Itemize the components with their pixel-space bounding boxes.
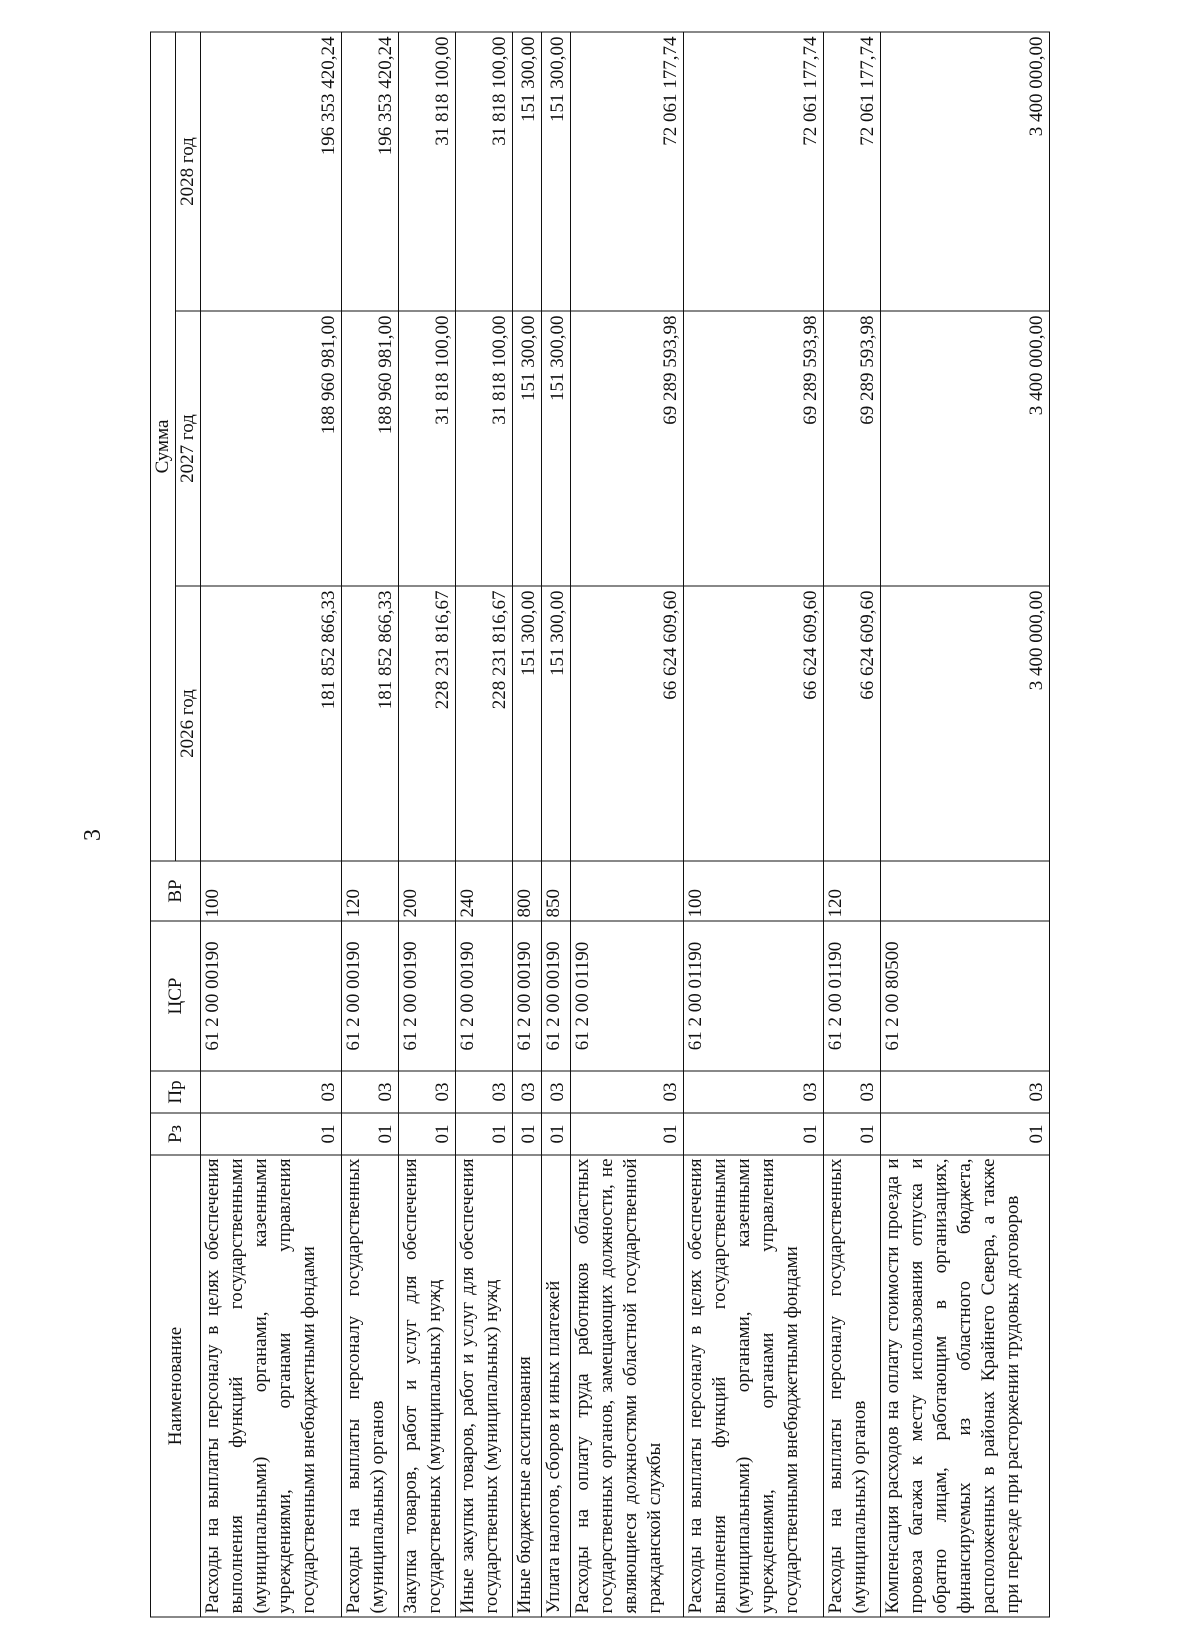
row-sum-2026: 151 300,00 — [541, 586, 570, 861]
row-rz: 01 — [824, 1113, 881, 1155]
row-pr: 03 — [512, 1071, 541, 1113]
row-sum-2026: 66 624 609,60 — [683, 586, 824, 861]
row-sum-2026: 66 624 609,60 — [824, 586, 881, 861]
header-2027: 2027 год — [176, 311, 201, 586]
row-rz: 01 — [570, 1113, 683, 1155]
row-sum-2027: 31 818 100,00 — [455, 311, 512, 586]
row-vr — [570, 861, 683, 921]
row-pr: 03 — [683, 1071, 824, 1113]
row-sum-2027: 151 300,00 — [541, 311, 570, 586]
row-name: Иные бюджетные ассигнования — [512, 1155, 541, 1617]
row-sum-2028: 196 353 420,24 — [201, 32, 342, 311]
row-name: Расходы на оплату труда работников областных государственных органов, замещающих должности, не являющиеся должностями областной государственной гражданской службы — [570, 1155, 683, 1617]
row-name: Расходы на выплаты персоналу в целях обеспечения выполнения функций государственными (муниципальными) органами, казенными учреждениями, органами управления государственными внебюджетными фондами — [201, 1155, 342, 1617]
row-pr: 03 — [541, 1071, 570, 1113]
table-row — [881, 32, 1050, 1617]
table-row — [541, 32, 570, 1617]
row-sum-2026: 151 300,00 — [512, 586, 541, 861]
row-rz: 01 — [341, 1113, 398, 1155]
row-sum-2027: 151 300,00 — [512, 311, 541, 586]
row-pr: 03 — [341, 1071, 398, 1113]
header-vr: ВР — [151, 861, 201, 921]
table-row — [398, 32, 455, 1617]
row-vr: 100 — [201, 861, 342, 921]
row-sum-2026: 181 852 866,33 — [201, 586, 342, 861]
row-csr: 61 2 00 00190 — [455, 921, 512, 1071]
table-row — [455, 32, 512, 1617]
row-csr: 61 2 00 00190 — [201, 921, 342, 1071]
row-sum-2027: 69 289 593,98 — [683, 311, 824, 586]
header-csr: ЦСР — [151, 921, 201, 1071]
row-csr: 61 2 00 80500 — [881, 921, 1050, 1071]
row-vr: 240 — [455, 861, 512, 921]
row-sum-2028: 31 818 100,00 — [455, 32, 512, 311]
table-body — [201, 32, 1050, 1617]
row-rz: 01 — [881, 1113, 1050, 1155]
row-rz: 01 — [512, 1113, 541, 1155]
table-row — [512, 32, 541, 1617]
row-name: Компенсация расходов на оплату стоимости проезда и провоза багажа к месту использования отпуска и обратно лицам, работающим в организациях, финансируемых из областного бюджета, расположенных в районах Крайнего Севера, а также при переезде при расторжении трудовых договоров — [881, 1155, 1050, 1617]
row-csr: 61 2 00 00190 — [512, 921, 541, 1071]
row-sum-2028: 72 061 177,74 — [683, 32, 824, 311]
header-row-top — [151, 32, 176, 1617]
row-pr: 03 — [570, 1071, 683, 1113]
row-sum-2026: 228 231 816,67 — [398, 586, 455, 861]
row-name: Иные закупки товаров, работ и услуг для обеспечения государственных (муниципальных) нужд — [455, 1155, 512, 1617]
row-name: Расходы на выплаты персоналу государственных (муниципальных) органов — [824, 1155, 881, 1617]
row-sum-2027: 69 289 593,98 — [570, 311, 683, 586]
table-row — [683, 32, 824, 1617]
row-vr: 800 — [512, 861, 541, 921]
row-sum-2027: 188 960 981,00 — [341, 311, 398, 586]
row-pr: 03 — [398, 1071, 455, 1113]
budget-table-container — [150, 33, 1050, 1618]
row-sum-2028: 151 300,00 — [541, 32, 570, 311]
row-sum-2028: 3 400 000,00 — [881, 32, 1050, 311]
table-row — [570, 32, 683, 1617]
table-row — [201, 32, 342, 1617]
row-vr: 100 — [683, 861, 824, 921]
row-csr: 61 2 00 00190 — [341, 921, 398, 1071]
header-sum: Сумма — [151, 32, 176, 861]
row-csr: 61 2 00 01190 — [683, 921, 824, 1071]
page-number: 3 — [80, 829, 106, 841]
row-vr: 120 — [824, 861, 881, 921]
row-pr: 03 — [455, 1071, 512, 1113]
row-sum-2027: 188 960 981,00 — [201, 311, 342, 586]
budget-table — [150, 31, 1050, 1617]
header-pr: Пр — [151, 1071, 201, 1113]
row-sum-2026: 66 624 609,60 — [570, 586, 683, 861]
row-sum-2028: 72 061 177,74 — [570, 32, 683, 311]
row-csr: 61 2 00 01190 — [824, 921, 881, 1071]
header-2026: 2026 год — [176, 586, 201, 861]
row-sum-2027: 3 400 000,00 — [881, 311, 1050, 586]
row-vr: 200 — [398, 861, 455, 921]
row-pr: 03 — [881, 1071, 1050, 1113]
row-sum-2026: 3 400 000,00 — [881, 586, 1050, 861]
row-name: Закупка товаров, работ и услуг для обеспечения государственных (муниципальных) нужд — [398, 1155, 455, 1617]
row-vr — [881, 861, 1050, 921]
row-rz: 01 — [398, 1113, 455, 1155]
table-row — [341, 32, 398, 1617]
row-vr: 120 — [341, 861, 398, 921]
row-rz: 01 — [683, 1113, 824, 1155]
row-sum-2028: 31 818 100,00 — [398, 32, 455, 311]
row-name: Расходы на выплаты персоналу государственных (муниципальных) органов — [341, 1155, 398, 1617]
row-sum-2027: 69 289 593,98 — [824, 311, 881, 586]
table-row — [824, 32, 881, 1617]
row-rz: 01 — [201, 1113, 342, 1155]
row-pr: 03 — [824, 1071, 881, 1113]
row-rz: 01 — [541, 1113, 570, 1155]
row-csr: 61 2 00 01190 — [570, 921, 683, 1071]
row-sum-2026: 181 852 866,33 — [341, 586, 398, 861]
row-name: Уплата налогов, сборов и иных платежей — [541, 1155, 570, 1617]
row-rz: 01 — [455, 1113, 512, 1155]
row-sum-2028: 196 353 420,24 — [341, 32, 398, 311]
header-2028: 2028 год — [176, 32, 201, 311]
row-vr: 850 — [541, 861, 570, 921]
row-name: Расходы на выплаты персоналу в целях обеспечения выполнения функций государственными (муниципальными) органами, казенными учреждениями, органами управления государственными внебюджетными фондами — [683, 1155, 824, 1617]
row-sum-2026: 228 231 816,67 — [455, 586, 512, 861]
header-name: Наименование — [151, 1155, 201, 1617]
row-sum-2028: 151 300,00 — [512, 32, 541, 311]
row-sum-2028: 72 061 177,74 — [824, 32, 881, 311]
row-csr: 61 2 00 00190 — [398, 921, 455, 1071]
header-rz: Рз — [151, 1113, 201, 1155]
row-sum-2027: 31 818 100,00 — [398, 311, 455, 586]
row-csr: 61 2 00 00190 — [541, 921, 570, 1071]
row-pr: 03 — [201, 1071, 342, 1113]
